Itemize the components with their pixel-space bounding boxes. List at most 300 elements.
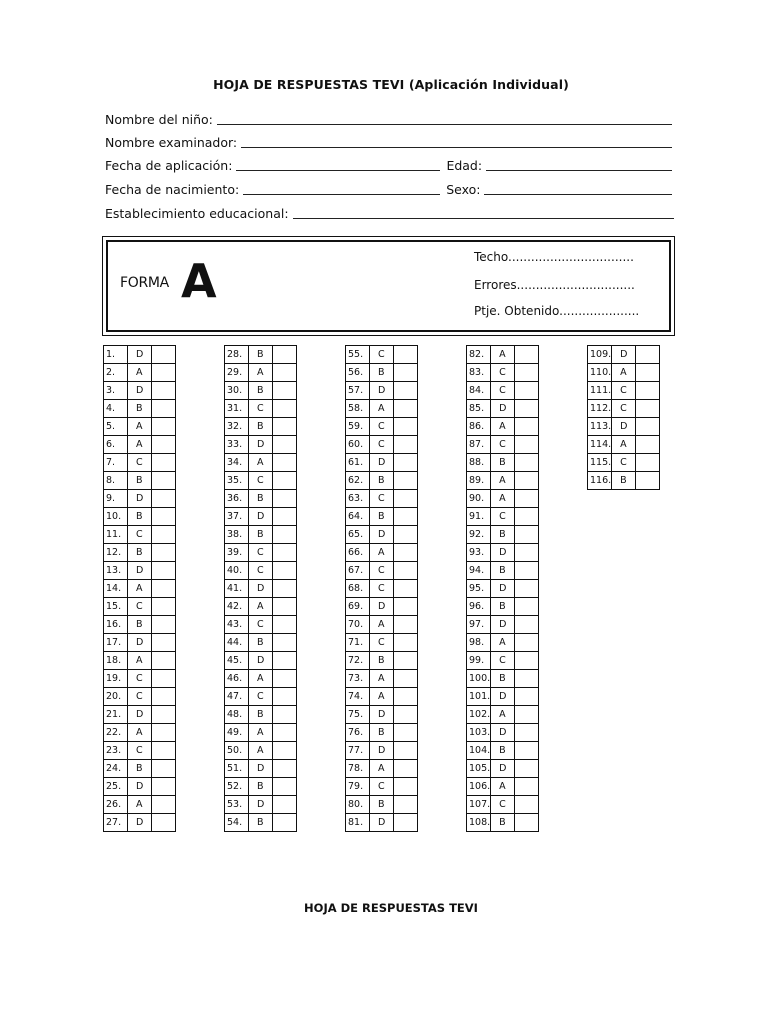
response-cell[interactable] <box>515 760 539 778</box>
response-cell[interactable] <box>515 472 539 490</box>
item-number: 5. <box>104 418 128 436</box>
response-cell[interactable] <box>152 580 176 598</box>
response-cell[interactable] <box>636 472 660 490</box>
answer-column-2 <box>224 345 297 832</box>
response-cell[interactable] <box>636 436 660 454</box>
response-cell[interactable] <box>273 778 297 796</box>
answer-row <box>104 544 176 562</box>
response-cell[interactable] <box>394 436 418 454</box>
item-number: 51. <box>225 760 249 778</box>
item-number: 47. <box>225 688 249 706</box>
answer-row <box>346 562 418 580</box>
response-cell[interactable] <box>394 688 418 706</box>
response-cell[interactable] <box>273 562 297 580</box>
answer-key: D <box>491 760 515 778</box>
answer-row <box>588 418 660 436</box>
item-number: 39. <box>225 544 249 562</box>
item-number: 3. <box>104 382 128 400</box>
answer-key: D <box>249 580 273 598</box>
response-cell[interactable] <box>152 778 176 796</box>
response-cell[interactable] <box>152 490 176 508</box>
response-cell[interactable] <box>515 526 539 544</box>
answer-row <box>225 418 297 436</box>
response-cell[interactable] <box>273 814 297 832</box>
answer-key: C <box>128 454 152 472</box>
response-cell[interactable] <box>636 382 660 400</box>
response-cell[interactable] <box>515 796 539 814</box>
item-number: 84. <box>467 382 491 400</box>
item-number: 115. <box>588 454 612 472</box>
response-cell[interactable] <box>152 472 176 490</box>
item-number: 23. <box>104 742 128 760</box>
response-cell[interactable] <box>515 490 539 508</box>
answer-row <box>225 778 297 796</box>
answer-row <box>346 472 418 490</box>
response-cell[interactable] <box>273 526 297 544</box>
answer-key: B <box>249 346 273 364</box>
item-number: 35. <box>225 472 249 490</box>
response-cell[interactable] <box>394 706 418 724</box>
answer-key: A <box>491 472 515 490</box>
answer-key: B <box>249 382 273 400</box>
item-number: 112. <box>588 400 612 418</box>
item-number: 17. <box>104 634 128 652</box>
response-cell[interactable] <box>273 616 297 634</box>
response-cell[interactable] <box>152 634 176 652</box>
response-cell[interactable] <box>273 400 297 418</box>
response-cell[interactable] <box>394 760 418 778</box>
response-cell[interactable] <box>394 634 418 652</box>
answer-row <box>346 652 418 670</box>
item-number: 63. <box>346 490 370 508</box>
response-cell[interactable] <box>394 562 418 580</box>
answer-row <box>346 490 418 508</box>
answer-row <box>225 490 297 508</box>
ceiling-field[interactable]: Techo................................. <box>474 250 634 264</box>
response-cell[interactable] <box>394 400 418 418</box>
response-cell[interactable] <box>152 454 176 472</box>
item-number: 90. <box>467 490 491 508</box>
answer-row <box>104 706 176 724</box>
answer-row <box>467 724 539 742</box>
answer-row <box>346 364 418 382</box>
answer-key: D <box>370 742 394 760</box>
item-number: 92. <box>467 526 491 544</box>
item-number: 61. <box>346 454 370 472</box>
answer-key: A <box>491 346 515 364</box>
response-cell[interactable] <box>273 436 297 454</box>
answer-key: B <box>491 526 515 544</box>
birth-date-field <box>105 179 672 197</box>
answer-key: D <box>370 598 394 616</box>
response-cell[interactable] <box>515 616 539 634</box>
answer-row <box>225 652 297 670</box>
answer-row <box>346 706 418 724</box>
item-number: 111. <box>588 382 612 400</box>
response-cell[interactable] <box>515 706 539 724</box>
birth-date-input-line[interactable] <box>243 181 440 195</box>
response-cell[interactable] <box>152 724 176 742</box>
item-number: 21. <box>104 706 128 724</box>
answer-row <box>467 472 539 490</box>
response-cell[interactable] <box>394 364 418 382</box>
age-input-line[interactable] <box>486 157 672 171</box>
response-cell[interactable] <box>273 742 297 760</box>
item-number: 97. <box>467 616 491 634</box>
response-cell[interactable] <box>273 724 297 742</box>
item-number: 64. <box>346 508 370 526</box>
answer-row <box>225 634 297 652</box>
answer-key: B <box>370 652 394 670</box>
school-input-line[interactable] <box>293 205 674 219</box>
application-date-input-line[interactable] <box>236 157 440 171</box>
response-cell[interactable] <box>273 418 297 436</box>
item-number: 1. <box>104 346 128 364</box>
answer-row <box>225 364 297 382</box>
response-cell[interactable] <box>273 760 297 778</box>
answer-key: C <box>128 670 152 688</box>
item-number: 79. <box>346 778 370 796</box>
response-cell[interactable] <box>394 796 418 814</box>
answer-row <box>104 652 176 670</box>
answer-key: B <box>491 562 515 580</box>
application-date-field <box>105 155 672 173</box>
answer-key: D <box>612 346 636 364</box>
response-cell[interactable] <box>515 580 539 598</box>
response-cell[interactable] <box>152 814 176 832</box>
answer-row <box>104 418 176 436</box>
answer-row <box>104 814 176 832</box>
answer-key: B <box>249 418 273 436</box>
answer-row <box>346 454 418 472</box>
answer-key: C <box>491 652 515 670</box>
answer-row <box>588 364 660 382</box>
item-number: 55. <box>346 346 370 364</box>
item-number: 105. <box>467 760 491 778</box>
answer-key: B <box>370 724 394 742</box>
response-cell[interactable] <box>152 598 176 616</box>
answer-key: C <box>370 436 394 454</box>
answer-key: C <box>370 562 394 580</box>
response-cell[interactable] <box>515 508 539 526</box>
answer-key: B <box>491 670 515 688</box>
response-cell[interactable] <box>394 616 418 634</box>
item-number: 45. <box>225 652 249 670</box>
answer-row <box>225 346 297 364</box>
item-number: 29. <box>225 364 249 382</box>
item-number: 40. <box>225 562 249 580</box>
item-number: 107. <box>467 796 491 814</box>
response-cell[interactable] <box>273 364 297 382</box>
item-number: 73. <box>346 670 370 688</box>
item-number: 93. <box>467 544 491 562</box>
item-number: 98. <box>467 634 491 652</box>
item-number: 52. <box>225 778 249 796</box>
response-cell[interactable] <box>394 652 418 670</box>
response-cell[interactable] <box>152 436 176 454</box>
answer-row <box>467 562 539 580</box>
item-number: 20. <box>104 688 128 706</box>
answer-row <box>225 670 297 688</box>
answer-row <box>104 382 176 400</box>
answer-key: A <box>612 364 636 382</box>
answer-key: D <box>370 814 394 832</box>
answer-key: D <box>128 346 152 364</box>
response-cell[interactable] <box>515 436 539 454</box>
response-cell[interactable] <box>394 490 418 508</box>
answer-row <box>225 724 297 742</box>
item-number: 46. <box>225 670 249 688</box>
answer-row <box>467 400 539 418</box>
answer-key: B <box>491 814 515 832</box>
item-number: 100. <box>467 670 491 688</box>
answer-key: A <box>249 742 273 760</box>
answer-key: A <box>128 796 152 814</box>
response-cell[interactable] <box>636 418 660 436</box>
answer-row <box>225 688 297 706</box>
answer-row <box>467 796 539 814</box>
response-cell[interactable] <box>273 706 297 724</box>
application-date-label: Fecha de aplicación: <box>105 158 233 173</box>
answer-key: A <box>128 436 152 454</box>
examiner-name-input-line[interactable] <box>241 134 672 148</box>
response-cell[interactable] <box>273 634 297 652</box>
answer-row <box>225 562 297 580</box>
answer-row <box>104 760 176 778</box>
response-cell[interactable] <box>515 562 539 580</box>
response-cell[interactable] <box>152 346 176 364</box>
response-cell[interactable] <box>273 508 297 526</box>
item-number: 60. <box>346 436 370 454</box>
answer-row <box>467 346 539 364</box>
response-cell[interactable] <box>515 382 539 400</box>
response-cell[interactable] <box>152 796 176 814</box>
response-cell[interactable] <box>515 364 539 382</box>
item-number: 78. <box>346 760 370 778</box>
answer-row <box>104 742 176 760</box>
response-cell[interactable] <box>152 400 176 418</box>
response-cell[interactable] <box>152 706 176 724</box>
answer-row <box>104 526 176 544</box>
answer-key: C <box>612 382 636 400</box>
response-cell[interactable] <box>515 742 539 760</box>
answer-row <box>225 382 297 400</box>
answer-row <box>225 508 297 526</box>
answer-key: C <box>370 580 394 598</box>
response-cell[interactable] <box>394 454 418 472</box>
response-cell[interactable] <box>394 382 418 400</box>
answer-key: D <box>128 490 152 508</box>
response-cell[interactable] <box>394 580 418 598</box>
answer-row <box>104 472 176 490</box>
child-name-field <box>105 109 672 127</box>
answer-column-4 <box>466 345 539 832</box>
answer-key: A <box>370 688 394 706</box>
answer-row <box>104 670 176 688</box>
response-cell[interactable] <box>515 724 539 742</box>
answer-row <box>467 526 539 544</box>
response-cell[interactable] <box>394 778 418 796</box>
response-cell[interactable] <box>515 652 539 670</box>
response-cell[interactable] <box>515 778 539 796</box>
response-cell[interactable] <box>152 760 176 778</box>
answer-row <box>467 364 539 382</box>
answer-row <box>346 688 418 706</box>
response-cell[interactable] <box>152 418 176 436</box>
response-cell[interactable] <box>394 508 418 526</box>
answer-key: D <box>128 634 152 652</box>
answer-row <box>104 454 176 472</box>
response-cell[interactable] <box>515 814 539 832</box>
answer-row <box>104 688 176 706</box>
errors-field[interactable]: Errores............................... <box>474 278 635 292</box>
answer-row <box>467 508 539 526</box>
response-cell[interactable] <box>152 526 176 544</box>
answer-row <box>346 418 418 436</box>
item-number: 25. <box>104 778 128 796</box>
response-cell[interactable] <box>152 562 176 580</box>
response-cell[interactable] <box>152 508 176 526</box>
response-cell[interactable] <box>152 616 176 634</box>
response-cell[interactable] <box>152 670 176 688</box>
answer-key: C <box>128 742 152 760</box>
response-cell[interactable] <box>273 580 297 598</box>
response-cell[interactable] <box>515 688 539 706</box>
response-cell[interactable] <box>394 526 418 544</box>
child-name-input-line[interactable] <box>217 111 672 125</box>
response-cell[interactable] <box>273 652 297 670</box>
response-cell[interactable] <box>394 418 418 436</box>
answer-row <box>467 652 539 670</box>
response-cell[interactable] <box>152 688 176 706</box>
response-cell[interactable] <box>394 742 418 760</box>
item-number: 77. <box>346 742 370 760</box>
sex-input-line[interactable] <box>484 181 672 195</box>
answer-key: A <box>612 436 636 454</box>
item-number: 48. <box>225 706 249 724</box>
item-number: 19. <box>104 670 128 688</box>
sex-label: Sexo: <box>446 182 481 197</box>
answer-column-1 <box>103 345 176 832</box>
response-cell[interactable] <box>515 598 539 616</box>
answer-key: D <box>128 778 152 796</box>
answer-key: D <box>128 382 152 400</box>
response-cell[interactable] <box>152 382 176 400</box>
answer-row <box>104 508 176 526</box>
response-cell[interactable] <box>394 472 418 490</box>
response-cell[interactable] <box>515 634 539 652</box>
item-number: 14. <box>104 580 128 598</box>
response-cell[interactable] <box>152 544 176 562</box>
answer-key: A <box>249 724 273 742</box>
item-number: 65. <box>346 526 370 544</box>
forma-label: FORMA <box>120 275 169 291</box>
answer-row <box>225 472 297 490</box>
response-cell[interactable] <box>394 544 418 562</box>
answer-key: C <box>491 436 515 454</box>
answer-row <box>346 400 418 418</box>
response-cell[interactable] <box>273 796 297 814</box>
answer-key: B <box>128 400 152 418</box>
response-cell[interactable] <box>152 364 176 382</box>
answer-key: D <box>491 580 515 598</box>
response-cell[interactable] <box>273 544 297 562</box>
answer-row <box>104 634 176 652</box>
score-obtained-field[interactable]: Ptje. Obtenido..................... <box>474 304 640 318</box>
answer-key: A <box>128 724 152 742</box>
answer-row <box>104 724 176 742</box>
response-cell[interactable] <box>636 400 660 418</box>
answer-key: C <box>370 346 394 364</box>
answer-key: C <box>128 598 152 616</box>
response-cell[interactable] <box>515 346 539 364</box>
response-cell[interactable] <box>273 382 297 400</box>
response-cell[interactable] <box>273 688 297 706</box>
response-cell[interactable] <box>273 472 297 490</box>
answer-key: A <box>128 364 152 382</box>
response-cell[interactable] <box>273 670 297 688</box>
response-cell[interactable] <box>152 742 176 760</box>
response-cell[interactable] <box>394 724 418 742</box>
response-cell[interactable] <box>636 454 660 472</box>
item-number: 41. <box>225 580 249 598</box>
response-cell[interactable] <box>394 346 418 364</box>
response-cell[interactable] <box>394 814 418 832</box>
answer-key: A <box>128 652 152 670</box>
item-number: 4. <box>104 400 128 418</box>
answer-key: C <box>612 400 636 418</box>
answer-row <box>225 454 297 472</box>
response-cell[interactable] <box>273 598 297 616</box>
answer-row <box>467 436 539 454</box>
answer-key: B <box>249 490 273 508</box>
answer-key: B <box>491 454 515 472</box>
item-number: 49. <box>225 724 249 742</box>
response-cell[interactable] <box>273 454 297 472</box>
response-cell[interactable] <box>515 418 539 436</box>
answer-row <box>467 688 539 706</box>
answer-key: D <box>370 706 394 724</box>
response-cell[interactable] <box>394 598 418 616</box>
answer-key: B <box>249 814 273 832</box>
answer-key: A <box>370 544 394 562</box>
answer-row <box>346 742 418 760</box>
answer-key: B <box>128 760 152 778</box>
response-cell[interactable] <box>515 400 539 418</box>
response-cell[interactable] <box>273 490 297 508</box>
response-cell[interactable] <box>515 454 539 472</box>
response-cell[interactable] <box>515 544 539 562</box>
response-cell[interactable] <box>273 346 297 364</box>
item-number: 53. <box>225 796 249 814</box>
answer-key: C <box>249 688 273 706</box>
answer-row <box>104 490 176 508</box>
item-number: 33. <box>225 436 249 454</box>
forma-box <box>102 236 675 336</box>
birth-date-label: Fecha de nacimiento: <box>105 182 240 197</box>
response-cell[interactable] <box>636 346 660 364</box>
response-cell[interactable] <box>394 670 418 688</box>
answer-key: B <box>370 796 394 814</box>
answer-key: A <box>491 418 515 436</box>
item-number: 36. <box>225 490 249 508</box>
item-number: 114. <box>588 436 612 454</box>
response-cell[interactable] <box>515 670 539 688</box>
item-number: 43. <box>225 616 249 634</box>
answer-row <box>225 706 297 724</box>
response-cell[interactable] <box>152 652 176 670</box>
response-cell[interactable] <box>636 364 660 382</box>
